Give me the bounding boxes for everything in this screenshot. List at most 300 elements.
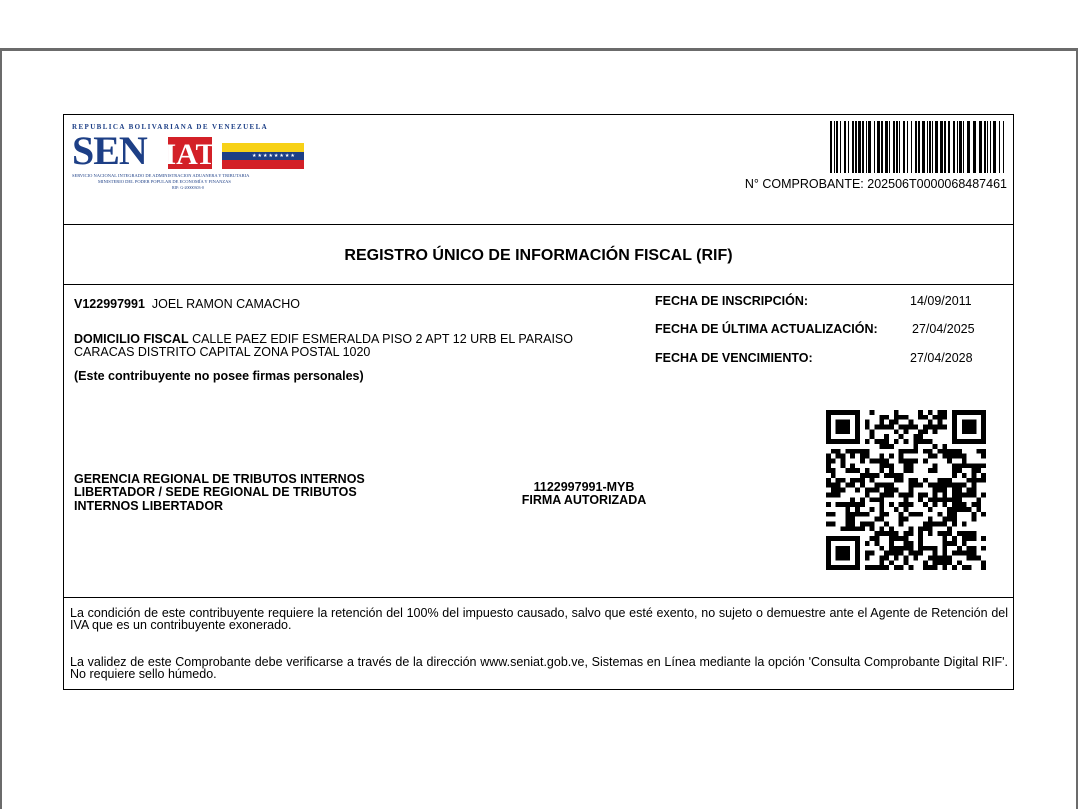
qr-module <box>957 488 962 493</box>
qr-module <box>874 488 879 493</box>
qr-module <box>908 502 913 507</box>
qr-module <box>923 425 928 430</box>
qr-module <box>952 517 957 522</box>
qr-module <box>981 454 986 459</box>
regional-office-line-3: INTERNOS LIBERTADOR <box>74 499 224 513</box>
qr-module <box>942 444 947 449</box>
qr-module <box>889 454 894 459</box>
qr-module <box>904 425 909 430</box>
qr-module <box>865 425 870 430</box>
qr-code-icon <box>826 410 986 570</box>
qr-module <box>860 478 865 483</box>
barcode-bar <box>907 121 908 173</box>
qr-module <box>860 512 865 517</box>
qr-module <box>879 454 884 459</box>
qr-module <box>952 522 957 527</box>
qr-module <box>913 434 918 439</box>
qr-module <box>947 458 952 463</box>
barcode-bar <box>959 121 962 173</box>
qr-module <box>976 507 981 512</box>
qr-module <box>860 526 865 531</box>
qr-module <box>855 468 860 473</box>
withholding-notice: La condición de este contribuyente requiere la retención del 100% del impuesto causado, salvo que esté exento, no sujeto o demuestre ante el Agente de Retención del IVA que es un contribuyente exonerado. <box>70 606 1008 632</box>
barcode-bar <box>911 121 912 173</box>
qr-module <box>923 560 928 565</box>
qr-module <box>899 565 904 570</box>
qr-module <box>870 536 875 541</box>
qr-module <box>928 555 933 560</box>
qr-module <box>942 492 947 497</box>
barcode-bar <box>834 121 835 173</box>
qr-module <box>918 551 923 556</box>
barcode-bar <box>932 121 933 173</box>
qr-module <box>850 512 855 517</box>
qr-module <box>938 531 943 536</box>
expiration-date-label: FECHA DE VENCIMIENTO: <box>655 351 813 365</box>
qr-module <box>841 458 846 463</box>
qr-module <box>981 536 986 541</box>
qr-module <box>913 444 918 449</box>
qr-module <box>904 536 909 541</box>
qr-module <box>865 492 870 497</box>
logo-sen-text: SEN <box>72 128 147 173</box>
barcode-bar <box>993 121 996 173</box>
qr-module <box>884 439 889 444</box>
qr-module <box>933 492 938 497</box>
barcode-bar <box>874 121 875 173</box>
qr-module <box>904 449 909 454</box>
qr-module <box>841 488 846 493</box>
qr-module <box>850 478 855 483</box>
qr-module <box>899 434 904 439</box>
qr-module <box>957 507 962 512</box>
barcode-bar <box>948 121 950 173</box>
qr-module <box>908 478 913 483</box>
barcode-bar <box>1003 121 1004 173</box>
qr-module <box>836 483 841 488</box>
qr-module <box>865 473 870 478</box>
qr-module <box>870 565 875 570</box>
qr-module <box>942 478 947 483</box>
barcode-bar <box>940 121 943 173</box>
qr-module <box>952 454 957 459</box>
qr-module <box>928 483 933 488</box>
qr-module <box>913 483 918 488</box>
qr-module <box>942 483 947 488</box>
qr-module <box>938 483 943 488</box>
qr-module <box>957 468 962 473</box>
qr-module <box>899 502 904 507</box>
qr-module <box>918 497 923 502</box>
qr-module <box>884 488 889 493</box>
qr-module <box>831 473 836 478</box>
barcode-bar <box>929 121 931 173</box>
qr-module <box>850 449 855 454</box>
qr-module <box>894 551 899 556</box>
qr-module <box>933 468 938 473</box>
qr-module <box>879 415 884 420</box>
barcode-bar <box>915 121 917 173</box>
qr-module <box>845 502 850 507</box>
qr-module <box>889 463 894 468</box>
qr-module <box>928 531 933 536</box>
barcode-bar <box>922 121 925 173</box>
qr-module <box>918 483 923 488</box>
qr-module <box>836 478 841 483</box>
qr-module <box>870 458 875 463</box>
qr-module <box>942 536 947 541</box>
qr-module <box>870 526 875 531</box>
qr-module <box>933 463 938 468</box>
qr-module <box>908 546 913 551</box>
qr-module <box>942 415 947 420</box>
qr-module <box>942 410 947 415</box>
qr-module <box>952 551 957 556</box>
qr-module <box>981 546 986 551</box>
qr-module <box>889 420 894 425</box>
qr-module <box>836 454 841 459</box>
qr-module <box>952 463 957 468</box>
qr-module <box>899 546 904 551</box>
qr-module <box>894 473 899 478</box>
regional-office-line-1: GERENCIA REGIONAL DE TRIBUTOS INTERNOS <box>74 472 365 486</box>
qr-module <box>845 468 850 473</box>
qr-module <box>952 473 957 478</box>
barcode-bar <box>973 121 976 173</box>
qr-module <box>826 512 831 517</box>
qr-module <box>962 541 967 546</box>
qr-module <box>971 473 976 478</box>
qr-module <box>874 517 879 522</box>
qr-module <box>913 478 918 483</box>
qr-module <box>889 483 894 488</box>
qr-module <box>967 555 972 560</box>
qr-module <box>894 488 899 493</box>
qr-module <box>962 522 967 527</box>
qr-module <box>908 420 913 425</box>
qr-module <box>971 468 976 473</box>
qr-module <box>942 517 947 522</box>
qr-module <box>933 555 938 560</box>
qr-module <box>908 492 913 497</box>
fiscal-address-label: DOMICILIO FISCAL <box>74 332 189 346</box>
qr-module <box>889 488 894 493</box>
qr-module <box>904 507 909 512</box>
qr-module <box>938 449 943 454</box>
qr-module <box>928 565 933 570</box>
qr-module <box>918 415 923 420</box>
qr-module <box>879 526 884 531</box>
barcode-bar <box>844 121 846 173</box>
qr-module <box>971 502 976 507</box>
qr-module <box>952 497 957 502</box>
qr-module <box>908 488 913 493</box>
qr-module <box>918 546 923 551</box>
qr-module <box>908 551 913 556</box>
qr-module <box>889 492 894 497</box>
qr-module <box>870 478 875 483</box>
qr-module <box>865 522 870 527</box>
qr-module <box>952 468 957 473</box>
qr-module <box>967 536 972 541</box>
barcode-bar <box>855 121 857 173</box>
qr-module <box>962 420 977 435</box>
qr-module <box>947 507 952 512</box>
qr-module <box>928 517 933 522</box>
qr-module <box>899 449 904 454</box>
qr-module <box>928 454 933 459</box>
qr-module <box>845 449 850 454</box>
qr-module <box>938 410 943 415</box>
qr-module <box>923 439 928 444</box>
qr-module <box>841 502 846 507</box>
qr-module <box>845 512 850 517</box>
qr-module <box>865 541 870 546</box>
qr-module <box>879 517 884 522</box>
qr-module <box>894 555 899 560</box>
qr-module <box>889 531 894 536</box>
barcode-bar <box>852 121 854 173</box>
qr-module <box>841 454 846 459</box>
qr-module <box>918 512 923 517</box>
qr-module <box>855 512 860 517</box>
logo-iat-mark <box>164 137 216 171</box>
qr-module <box>845 507 850 512</box>
qr-module <box>923 565 928 570</box>
qr-module <box>894 420 899 425</box>
qr-module <box>884 415 889 420</box>
qr-module <box>870 473 875 478</box>
barcode-bar <box>840 121 841 173</box>
qr-module <box>884 434 889 439</box>
qr-module <box>904 560 909 565</box>
qr-module <box>928 507 933 512</box>
qr-module <box>874 541 879 546</box>
qr-module <box>967 463 972 468</box>
qr-module <box>879 425 884 430</box>
qr-module <box>971 536 976 541</box>
qr-module <box>918 410 923 415</box>
qr-module <box>831 492 836 497</box>
qr-module <box>855 526 860 531</box>
seniat-logo <box>72 123 304 190</box>
qr-module <box>841 478 846 483</box>
qr-module <box>836 502 841 507</box>
qr-module <box>967 551 972 556</box>
qr-module <box>904 517 909 522</box>
qr-module <box>904 429 909 434</box>
qr-module <box>933 483 938 488</box>
taxpayer-name: JOEL RAMON CAMACHO <box>151 297 301 311</box>
qr-module <box>874 458 879 463</box>
qr-module <box>947 541 952 546</box>
barcode-bar <box>927 121 928 173</box>
qr-module <box>850 517 855 522</box>
qr-module <box>874 536 879 541</box>
registration-date-label: FECHA DE INSCRIPCIÓN: <box>655 294 809 308</box>
qr-module <box>889 526 894 531</box>
qr-module <box>894 507 899 512</box>
qr-module <box>923 449 928 454</box>
qr-module <box>850 454 855 459</box>
qr-module <box>918 531 923 536</box>
qr-module <box>894 410 899 415</box>
qr-module <box>904 502 909 507</box>
qr-module <box>870 429 875 434</box>
qr-module <box>933 546 938 551</box>
qr-module <box>836 492 841 497</box>
qr-module <box>942 560 947 565</box>
qr-module <box>870 497 875 502</box>
qr-module <box>942 546 947 551</box>
qr-module <box>865 551 870 556</box>
barcode-bar <box>953 121 955 173</box>
barcode-bar <box>836 121 838 173</box>
qr-module <box>971 555 976 560</box>
qr-module <box>938 488 943 493</box>
qr-module <box>884 512 889 517</box>
qr-module <box>952 541 957 546</box>
qr-module <box>884 522 889 527</box>
qr-module <box>865 449 870 454</box>
qr-module <box>971 492 976 497</box>
qr-module <box>826 502 831 507</box>
qr-module <box>971 478 976 483</box>
qr-module <box>894 536 899 541</box>
comprobante-number <box>745 177 1007 191</box>
expiration-date-value: 27/04/2028 <box>910 351 973 365</box>
qr-module <box>894 429 899 434</box>
qr-module <box>899 473 904 478</box>
qr-module <box>889 425 894 430</box>
qr-module <box>962 473 967 478</box>
qr-module <box>889 546 894 551</box>
qr-module <box>933 522 938 527</box>
qr-module <box>938 415 943 420</box>
qr-module <box>933 444 938 449</box>
qr-module <box>942 531 947 536</box>
qr-module <box>899 454 904 459</box>
qr-module <box>957 551 962 556</box>
logo-subtitle-3: RIF: G-20000303-0 <box>172 185 204 190</box>
barcode-bar <box>868 121 871 173</box>
qr-module <box>933 551 938 556</box>
qr-module <box>884 555 889 560</box>
qr-module <box>957 492 962 497</box>
qr-module <box>889 541 894 546</box>
qr-module <box>976 468 981 473</box>
qr-module <box>889 502 894 507</box>
qr-module <box>874 497 879 502</box>
qr-module <box>938 555 943 560</box>
qr-module <box>923 492 928 497</box>
qr-module <box>855 507 860 512</box>
qr-module <box>879 458 884 463</box>
qr-module <box>860 454 865 459</box>
qr-module <box>947 483 952 488</box>
logo-republica-text: REPUBLICA BOLIVARIANA DE VENEZUELA <box>72 123 269 131</box>
qr-module <box>942 454 947 459</box>
barcode-bar <box>979 121 982 173</box>
qr-module <box>904 492 909 497</box>
qr-module <box>889 444 894 449</box>
barcode-bar <box>889 121 890 173</box>
qr-module <box>928 410 933 415</box>
qr-module <box>889 551 894 556</box>
qr-module <box>933 454 938 459</box>
rif-certificate <box>63 114 1014 690</box>
qr-module <box>942 425 947 430</box>
qr-module <box>831 458 836 463</box>
qr-module <box>845 483 850 488</box>
qr-module <box>841 463 846 468</box>
qr-module <box>942 522 947 527</box>
taxpayer-line <box>74 298 300 311</box>
barcode-bar <box>877 121 880 173</box>
qr-module <box>923 415 928 420</box>
qr-module <box>899 425 904 430</box>
qr-module <box>899 551 904 556</box>
barcode-bar <box>896 121 898 173</box>
qr-module <box>947 497 952 502</box>
qr-module <box>870 434 875 439</box>
qr-module <box>967 531 972 536</box>
qr-module <box>923 522 928 527</box>
qr-module <box>870 410 875 415</box>
qr-module <box>826 454 831 459</box>
qr-module <box>826 458 831 463</box>
qr-module <box>962 454 967 459</box>
qr-module <box>855 478 860 483</box>
barcode-bar <box>893 121 895 173</box>
qr-module <box>836 488 841 493</box>
svg-text:IAT: IAT <box>164 138 216 171</box>
qr-module <box>962 463 967 468</box>
qr-module <box>879 497 884 502</box>
logo-subtitle-2: MINISTERIO DEL PODER POPULAR DE ECONOMÍA Y FINANZAS <box>98 179 231 184</box>
qr-module <box>976 449 981 454</box>
qr-module <box>933 429 938 434</box>
qr-module <box>860 502 865 507</box>
qr-module <box>879 546 884 551</box>
qr-module <box>836 546 851 561</box>
qr-module <box>831 488 836 493</box>
barcode-bar <box>862 121 864 173</box>
qr-module <box>879 444 884 449</box>
qr-module <box>899 512 904 517</box>
qr-module <box>879 512 884 517</box>
qr-module <box>874 425 879 430</box>
qr-module <box>962 536 967 541</box>
qr-module <box>967 565 972 570</box>
qr-module <box>855 449 860 454</box>
qr-module <box>889 560 894 565</box>
qr-module <box>947 526 952 531</box>
qr-module <box>879 531 884 536</box>
qr-module <box>845 522 850 527</box>
qr-module <box>913 458 918 463</box>
qr-module <box>923 458 928 463</box>
qr-module <box>908 565 913 570</box>
qr-module <box>884 483 889 488</box>
qr-module <box>967 507 972 512</box>
barcode-bar <box>963 121 964 173</box>
qr-module <box>947 560 952 565</box>
qr-module <box>889 536 894 541</box>
qr-module <box>879 468 884 473</box>
qr-module <box>938 420 943 425</box>
qr-module <box>938 425 943 430</box>
